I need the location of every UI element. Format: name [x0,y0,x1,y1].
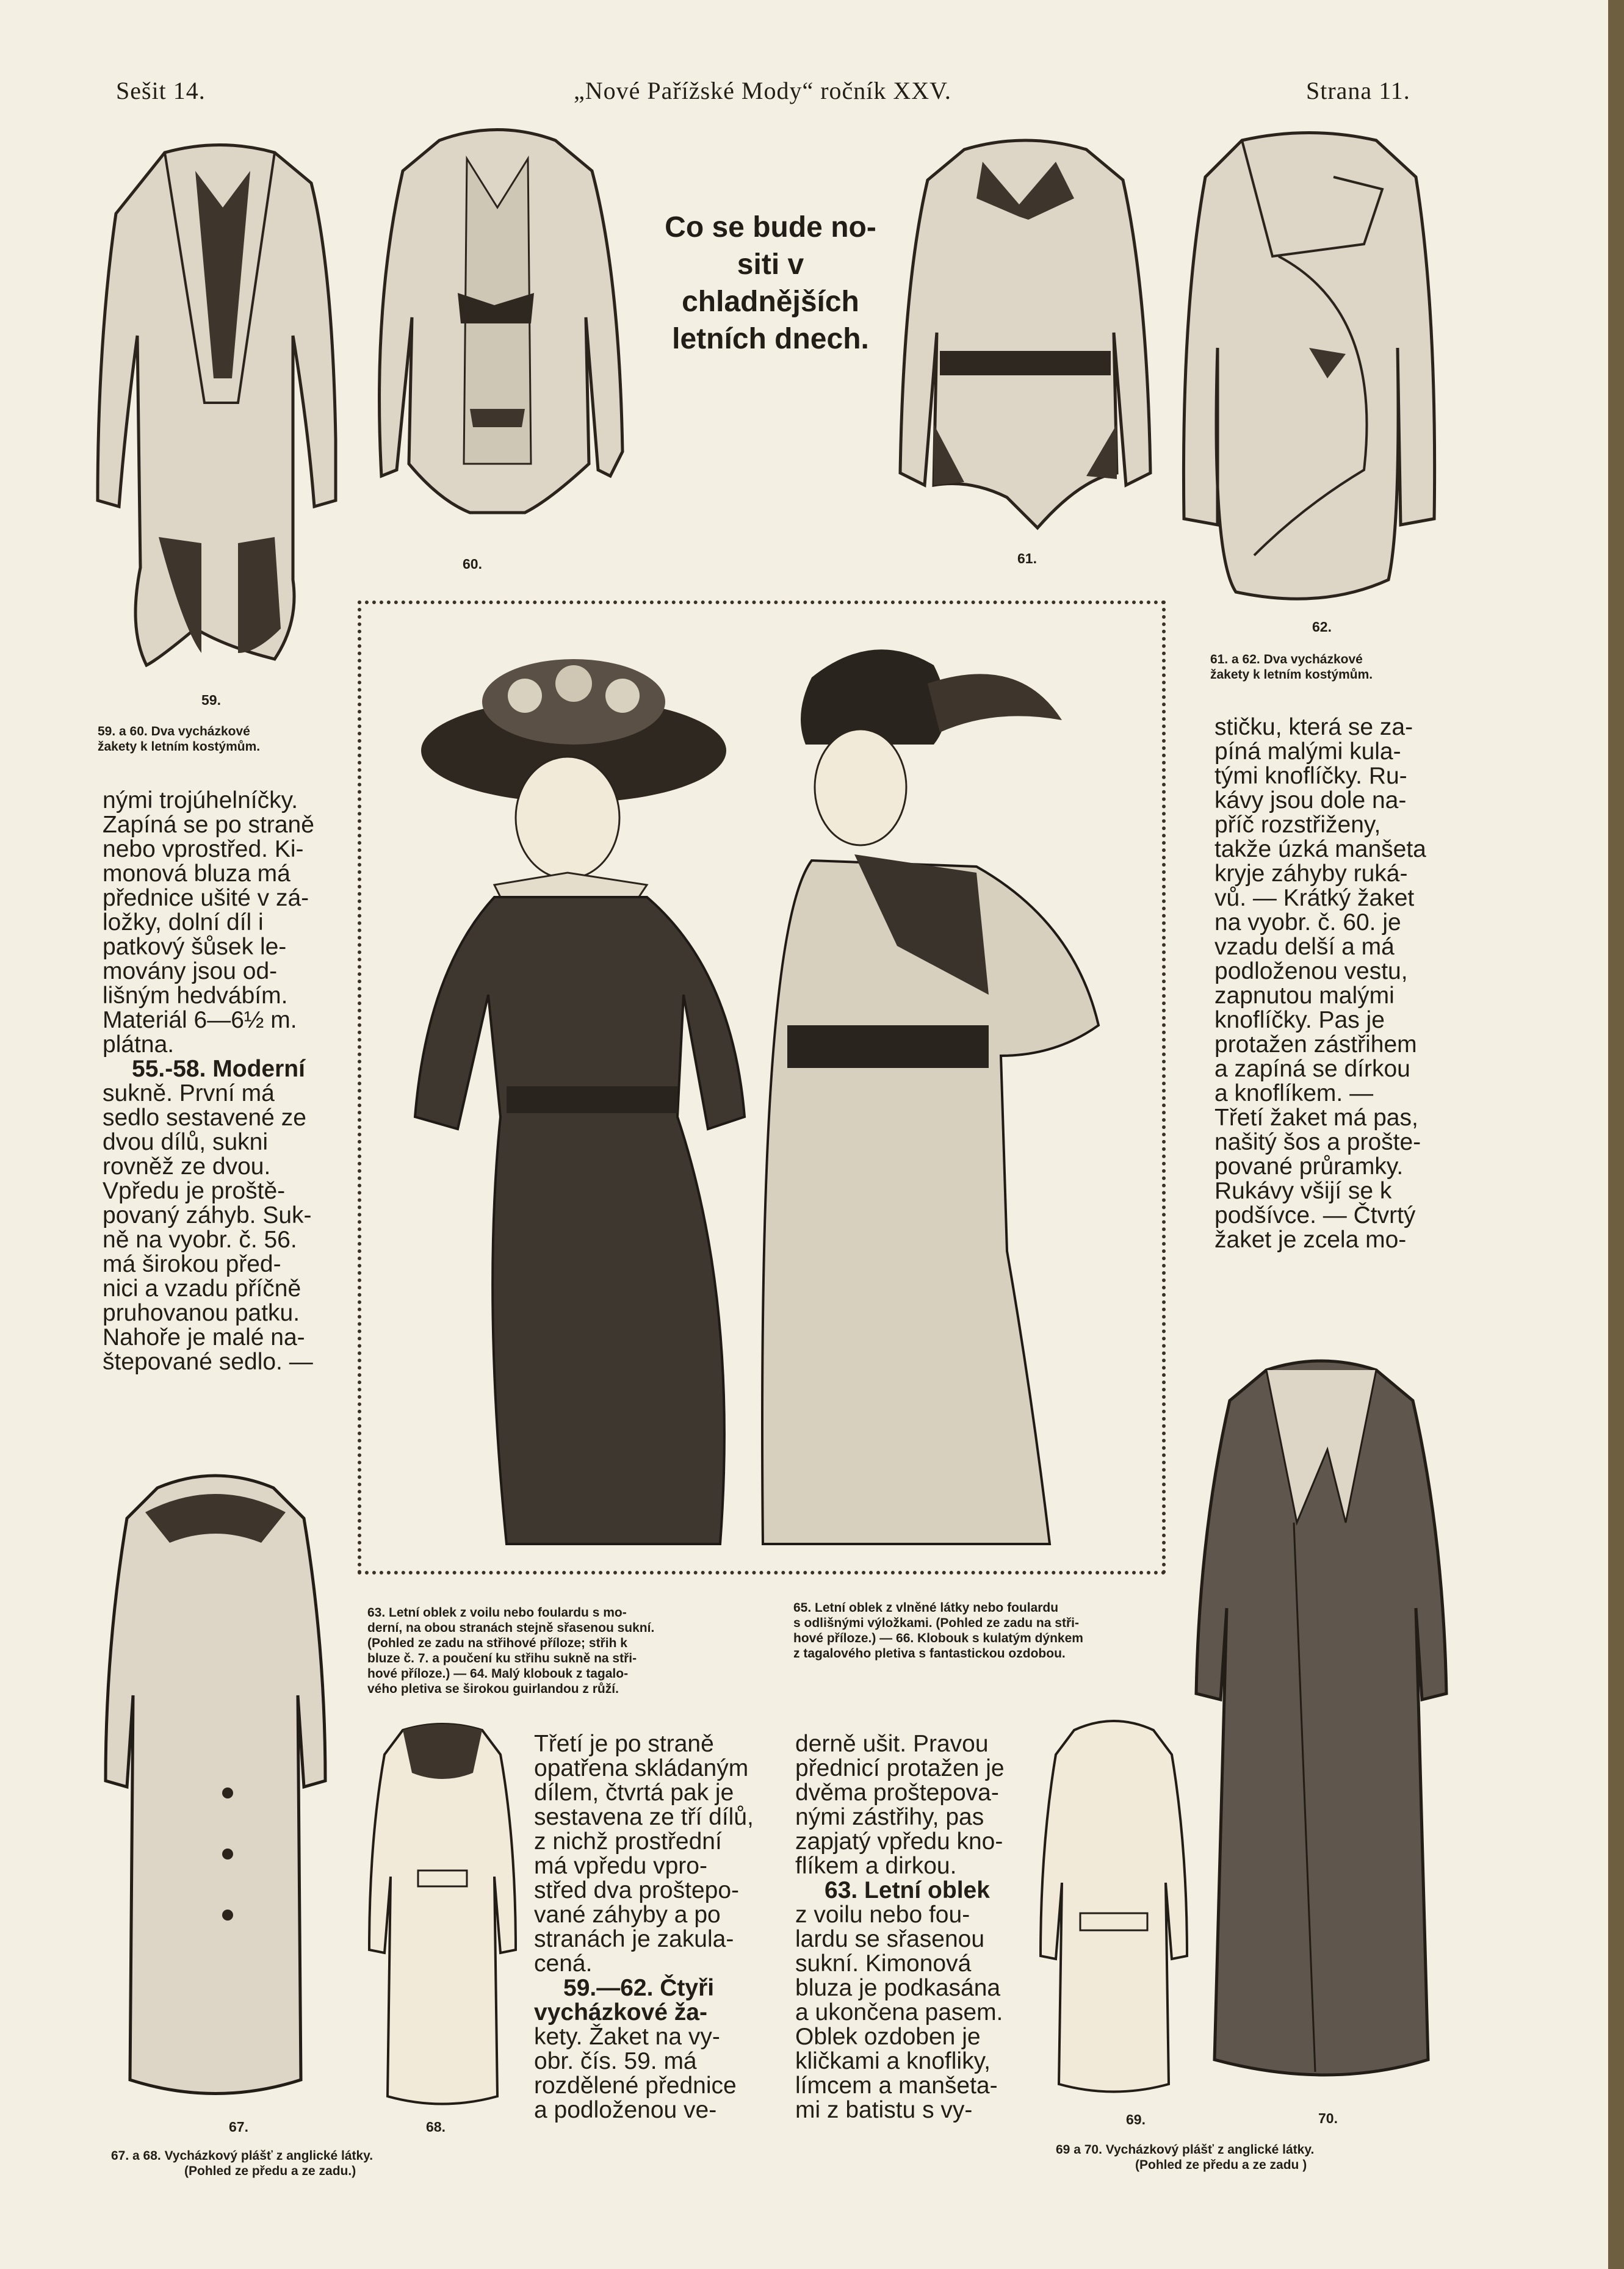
caption-69-70: 69 a 70. Vycházkový plášť z anglické látky. (Pohled ze předu a ze zadu ) [1056,2143,1315,2172]
text-column-mid-1: Třetí je po straně opatřena skládaným dílem, čtvrtá pak je sestavena ze tří dílů, z nichž prostřední má vpředu vpro- střed dva proštepo- vané záhyby a po stranách je zakula- cená. 59.—62. Čtyři vycházkové ža- kety. Žaket na vy- obr. čís. 59. má rozdělené přednice a podloženou ve- [534,1731,754,2123]
figure-number-60: 60. [463,556,482,572]
section-title: Co se bude no- siti v chladnějších letních dnech. [665,211,876,355]
coat-back-illustration-69 [1038,1712,1190,2096]
figure-number-68: 68. [426,2119,446,2135]
figure-number-67: 67. [229,2119,248,2135]
header-page-number: Strana 11. [1306,77,1410,104]
page-edge [1608,0,1624,2269]
header-issue: Sešit 14. [116,77,206,104]
jacket-illustration-61 [897,131,1153,537]
caption-59-60: 59. a 60. Dva vycházkové žakety k letním kostýmům. [98,724,261,754]
caption-67-68: 67. a 68. Vycházkový plášť z anglické látky. (Pohled ze předu a ze zadu.) [111,2149,374,2178]
coat-illustration-70 [1187,1352,1456,2096]
figure-number-62: 62. [1312,619,1332,635]
text-column-left: nými trojúhelníčky. Zapíná se po straně nebo vprostřed. Ki- monová bluza má přednice ušité v zá- ložky, dolní díl i patkový šůsek le- movány jsou od- lišným hedvábím. Materiál 6—6½ m. plátna. 55.-58. Moderní sukně. První má sedlo sestavené ze dvou dílů, sukni rovněž ze dvou. Vpředu je proště- povaný záhyb. Suk- ně na vyobr. č. 56. má širokou před- nici a vzadu příčně pruhovanou patku. Nahoře je malé na- štepované sedlo. — [103,787,314,1375]
coat-illustration-67 [103,1463,328,2110]
caption-61-62: 61. a 62. Dva vycházkové žakety k letním kostýmům. [1210,652,1373,682]
caption-65-66: 65. Letní oblek z vlněné látky nebo foulardu s odlišnými výložkami. (Pohled ze zadu na stři- hové příloze.) — 66. Klobouk s kulatým dýnkem z tagalového pletiva s fantastickou ozdobou. [793,1601,1083,1661]
figure-number-61: 61. [1017,550,1037,566]
coat-back-illustration-68 [366,1718,519,2108]
figure-number-70: 70. [1318,2110,1338,2126]
figure-number-69: 69. [1126,2112,1146,2127]
two-women-illustration [391,629,1135,1556]
caption-63-64: 63. Letní oblek z voilu nebo foulardu s mo- derní, na obou stranách stejně sřasenou sukní. (Pohled ze zadu na střihové příloze; střih k bluze č. 7. a poučení ku střihu sukně na stři- hové příloze.) — 64. Malý klobouk z tagalo- vého pletiva se širokou guirlandou z růží. [367,1606,655,1696]
jacket-illustration-60 [366,122,629,543]
header-magazine-title: „Nové Pařížské Mody“ ročník XXV. [574,77,951,104]
text-column-mid-2: derně ušit. Pravou přednicí protažen je dvěma proštepova- nými zástřihy, pas zapjatý vpředu kno- flíkem a dirkou. 63. Letní oblek z voilu nebo fou- lardu se sřasenou sukní. Kimonová bluza je podkasána a ukončena pasem. Oblek ozdoben je kličkami a knofliky, límcem a manšeta- mi z batistu s vy- [795,1731,1005,2123]
jacket-illustration-62 [1181,128,1437,610]
text-column-right: stičku, která se za- píná malými kula- tými knoflíčky. Ru- kávy jsou dole na- příč rozstřiženy, takže úzká manšeta kryje záhyby ruká- vů. — Krátký žaket na vyobr. č. 60. je vzadu delší a má podloženou vestu, zapnutou malými knoflíčky. Pas je protažen zástřihem a zapíná se dírkou a knoflíkem. — Třetí žaket má pas, našitý šos a prošte- pované průramky. Rukávy všijí se k podšívce. — Čtvrtý žaket je zcela mo- [1214,714,1426,1253]
jacket-illustration-59 [92,140,348,677]
figure-number-59: 59. [201,692,221,708]
